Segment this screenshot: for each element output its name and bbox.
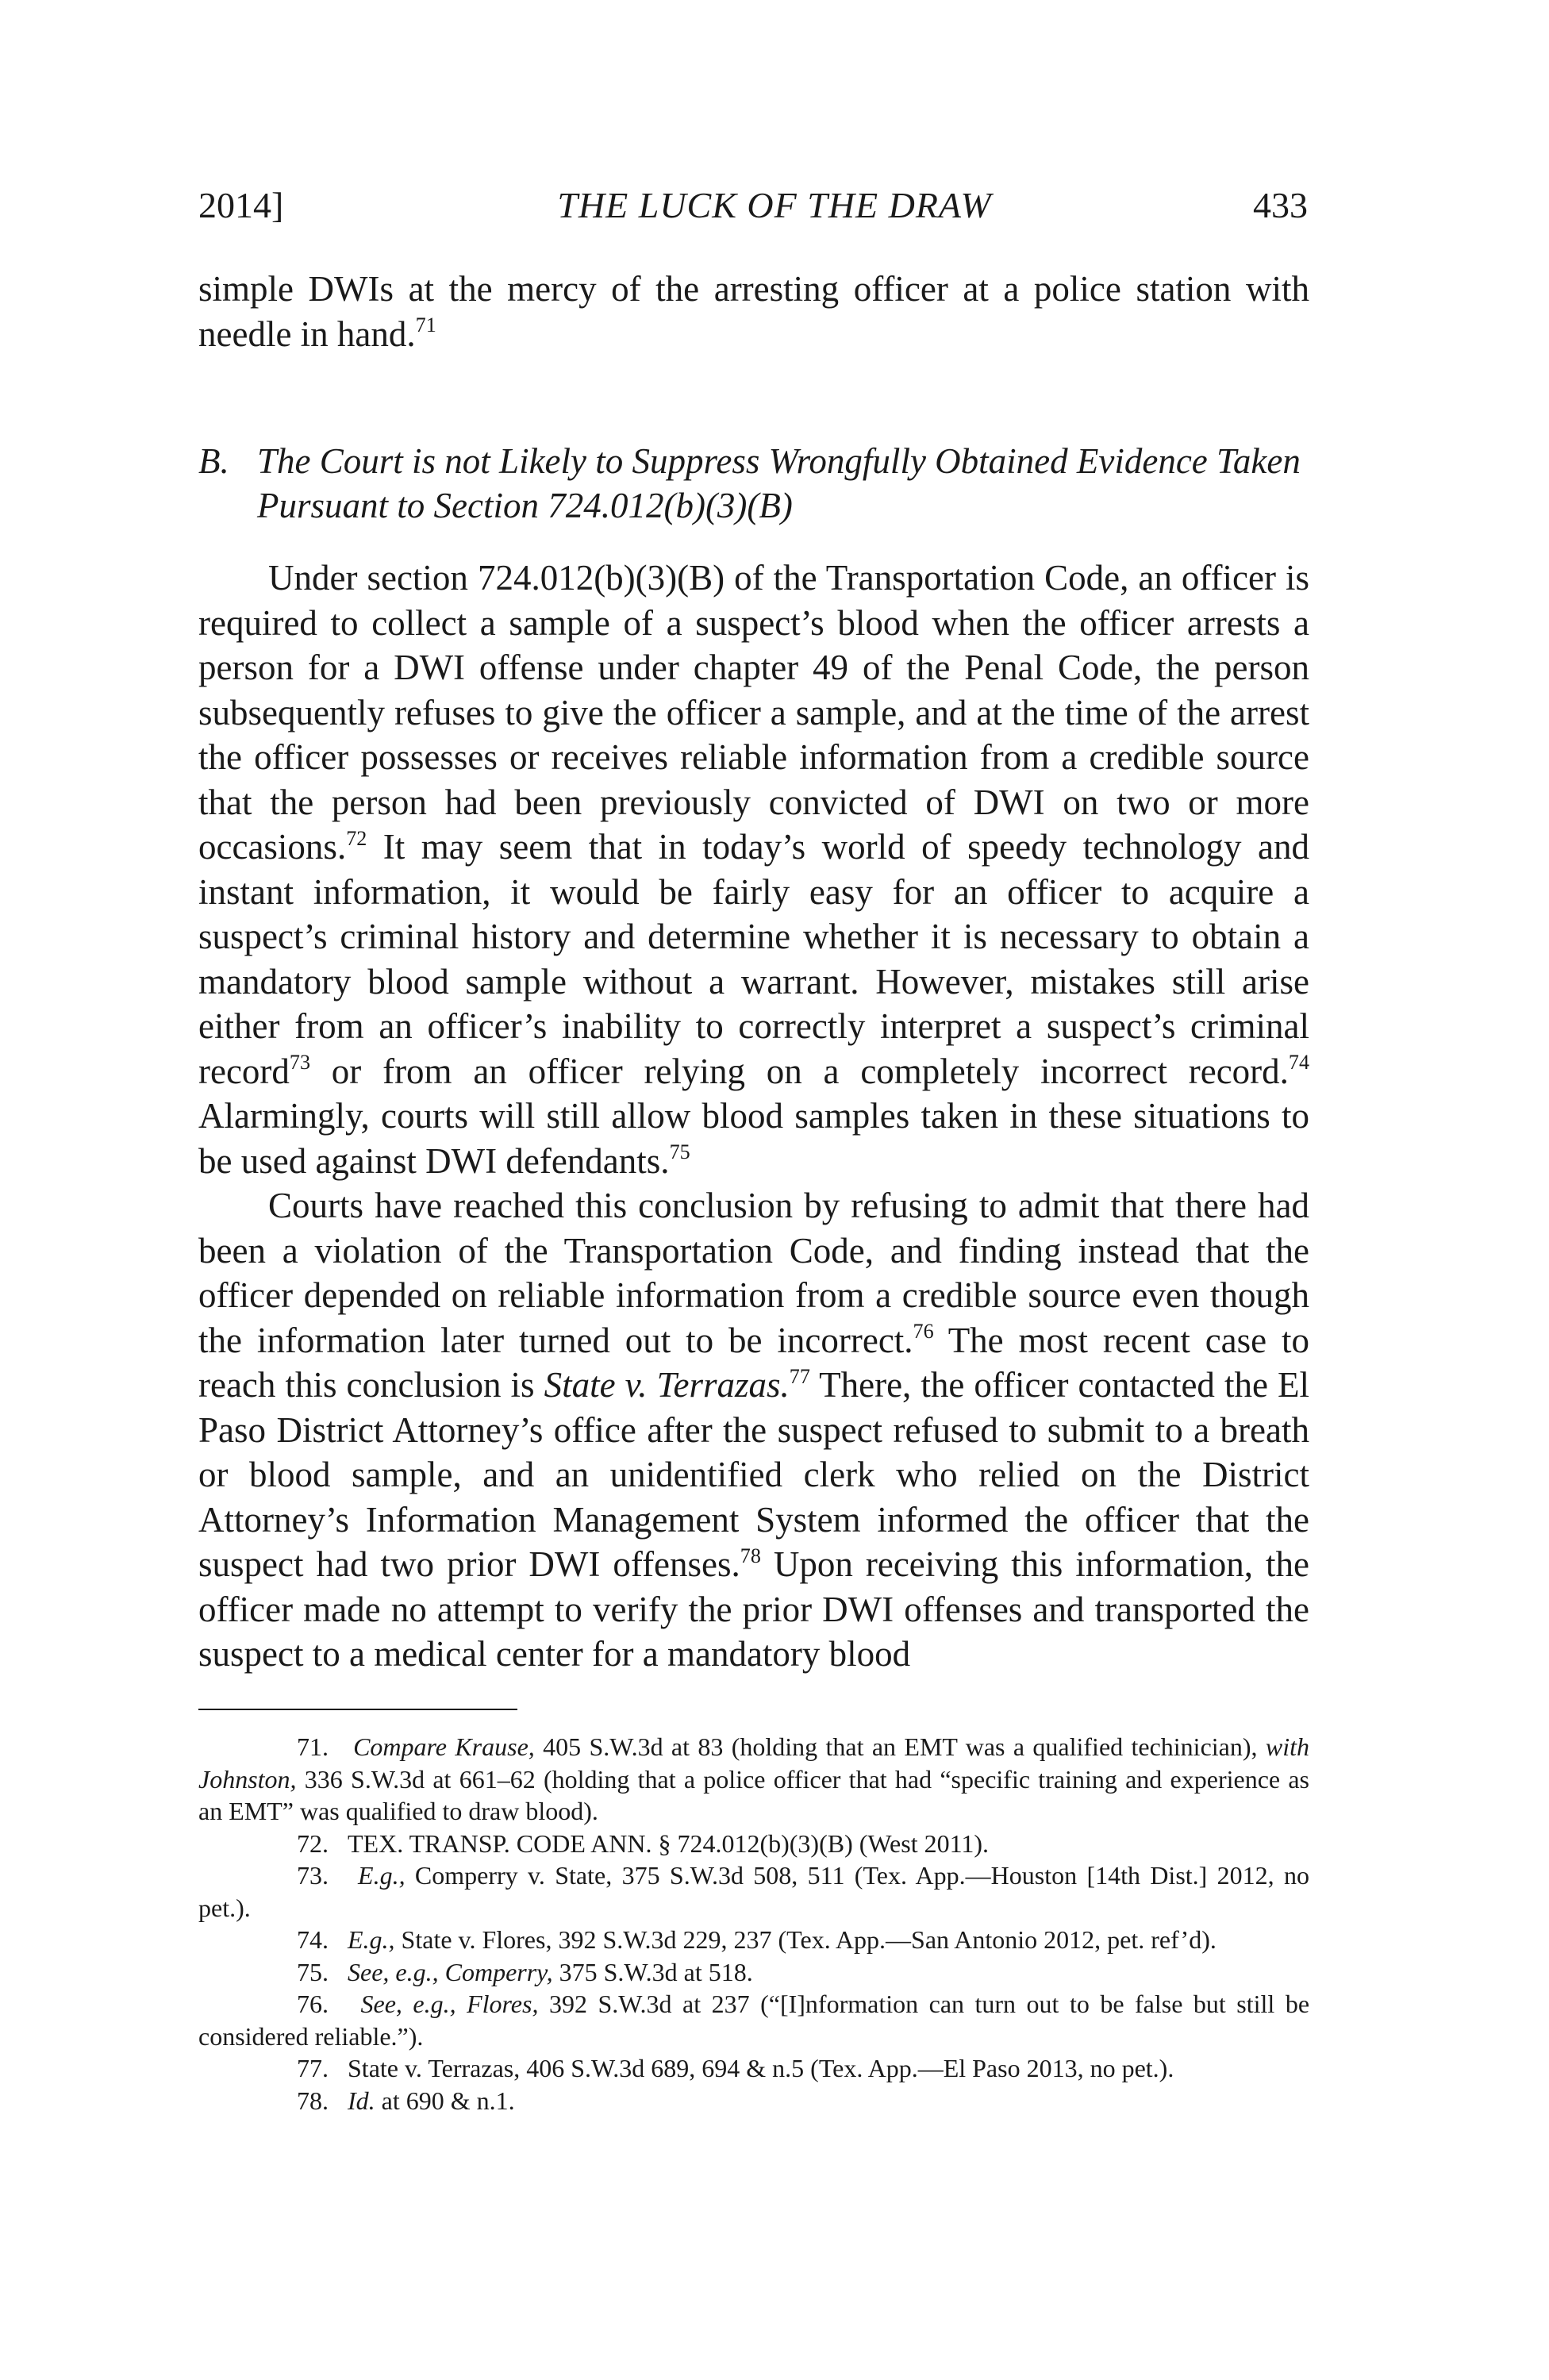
footnote-ref-75: 75 (669, 1140, 690, 1164)
footnote-73 (198, 1859, 1309, 1924)
footnote-text: State v. Terrazas, 406 S.W.3d 689, 694 & n.5 (Tex. App.—El Paso 2013, no pet.). (348, 2054, 1174, 2082)
page-number: 433 (1253, 185, 1308, 225)
footnote-ref-73: 73 (289, 1051, 311, 1075)
footnote-text: 392 S.W.3d at 237 (“[I]nformation can turn out to be false but still be considered reliable.”). (198, 1990, 1310, 2051)
footnote-text: 375 S.W.3d at 518. (552, 1957, 753, 1986)
paragraph-1-text-d: Alarmingly, courts will still allow blood samples taken in these situations to be used against DWI defendants. (198, 1096, 1309, 1181)
footnote-italic: Id. (348, 2086, 375, 2115)
footnote-ref-78: 78 (740, 1544, 761, 1567)
paragraph-2-text-a: Courts have reached this conclusion by refusing to admit that there had been a violation of the Transportation Code, and finding instead that the officer depended on reliable information from a credible source even though the information later turned out to be incorrect. (198, 1186, 1309, 1360)
footnote-75 (198, 1956, 1309, 1989)
footnote-italic: E.g., (348, 1925, 395, 1954)
footnote-ref-76: 76 (913, 1320, 934, 1344)
footnote-text: at 690 & n.1. (375, 2086, 515, 2115)
paragraph-2-text-c: There, the officer contacted the El Paso District Attorney’s office after the suspect refused to submit to a breath or blood sample, and an unidentified clerk who relied on the District Attorney’s Information Management System informed the officer that the suspect had two prior DWI offenses. (198, 1365, 1309, 1584)
footnote-text: Comperry v. State, 375 S.W.3d 508, 511 (Tex. App.—Houston [14th Dist.] 2012, no pet.). (198, 1861, 1310, 1922)
footnote-number: 72. (297, 1828, 329, 1858)
paragraph-2-text-b: The most recent case to reach this conclusion is (198, 1320, 1309, 1405)
footnote-number: 73. (297, 1861, 329, 1890)
footnote-ref-71: 71 (415, 313, 436, 337)
section-title: The Court is not Likely to Suppress Wrongfully Obtained Evidence Taken Pursuant to Section 724.012(b)(3)(B) (257, 441, 1301, 525)
footnote-italic: E.g., (358, 1861, 406, 1890)
footnote-divider (198, 1709, 517, 1710)
footnote-ref-74: 74 (1288, 1051, 1309, 1075)
footnote-77 (198, 2052, 1309, 2085)
paragraph-2 (198, 1183, 1309, 1677)
footnote-number: 78. (297, 2086, 329, 2115)
running-header-year: 2014] (198, 185, 284, 225)
footnote-71 (198, 1731, 1309, 1828)
footnote-ref-72: 72 (346, 826, 367, 850)
footnote-number: 75. (297, 1957, 329, 1986)
footnote-italic: See, e.g., Flores, (360, 1990, 539, 2018)
body-text (198, 556, 1309, 1677)
footnote-text: TEX. TRANSP. CODE ANN. § 724.012(b)(3)(B) (West 2011). (348, 1828, 990, 1858)
footnote-italic: See, e.g., Comperry, (348, 1957, 553, 1986)
footnotes (198, 1731, 1309, 2117)
footnote-number: 76. (297, 1990, 329, 2018)
opening-paragraph (198, 267, 1309, 356)
section-letter: B. (198, 441, 229, 481)
case-name: State v. Terrazas. (544, 1365, 790, 1405)
running-header-title: THE LUCK OF THE DRAW (557, 185, 992, 225)
opening-text: simple DWIs at the mercy of the arresting officer at a police station with needle in hand. (198, 269, 1309, 354)
footnote-italic: Compare Krause, (353, 1732, 535, 1761)
paragraph-2-text-d: Upon receiving this information, the officer made no attempt to verify the prior DWI offenses and transported the suspect to a medical center for a mandatory blood (198, 1544, 1309, 1674)
footnote-78 (198, 2085, 1309, 2117)
footnote-number: 71. (297, 1732, 329, 1761)
paragraph-1-text-c: or from an officer relying on a completely incorrect record. (310, 1051, 1289, 1091)
paragraph-1-text-b: It may seem that in today’s world of speedy technology and instant information, it would be fairly easy for an officer to acquire a suspect’s criminal history and determine whether it is necessary to obtain a mandatory blood sample without a warrant. However, mistakes still arise either from an officer’s inability to correctly interpret a suspect’s criminal record (198, 827, 1309, 1091)
paragraph-1-text-a: Under section 724.012(b)(3)(B) of the Transportation Code, an officer is required to collect a sample of a suspect’s blood when the officer arrests a person for a DWI offense under chapter 49 of the Penal Code, the person subsequently refuses to give the officer a sample, and at the time of the arrest the officer possesses or receives reliable information from a credible source that the person had been previously convicted of DWI on two or more occasions. (198, 558, 1309, 867)
paragraph-1 (198, 556, 1309, 1183)
footnote-text: State v. Flores, 392 S.W.3d 229, 237 (Tex. App.—San Antonio 2012, pet. ref’d). (394, 1925, 1217, 1954)
footnote-text: 336 S.W.3d at 661–62 (holding that a police officer that had “specific training and experience as an EMT” was qualified to draw blood). (198, 1764, 1309, 1825)
footnote-76 (198, 1988, 1309, 2052)
footnote-74 (198, 1924, 1309, 1956)
footnote-italic: with Johnston, (198, 1732, 1310, 1794)
footnote-number: 74. (297, 1925, 329, 1954)
footnote-number: 77. (297, 2054, 329, 2082)
footnote-text: 405 S.W.3d at 83 (holding that an EMT was a qualified techinician), (534, 1732, 1266, 1761)
footnote-ref-77: 77 (789, 1364, 810, 1388)
section-heading (198, 439, 1309, 528)
footnote-72 (198, 1828, 1309, 1860)
